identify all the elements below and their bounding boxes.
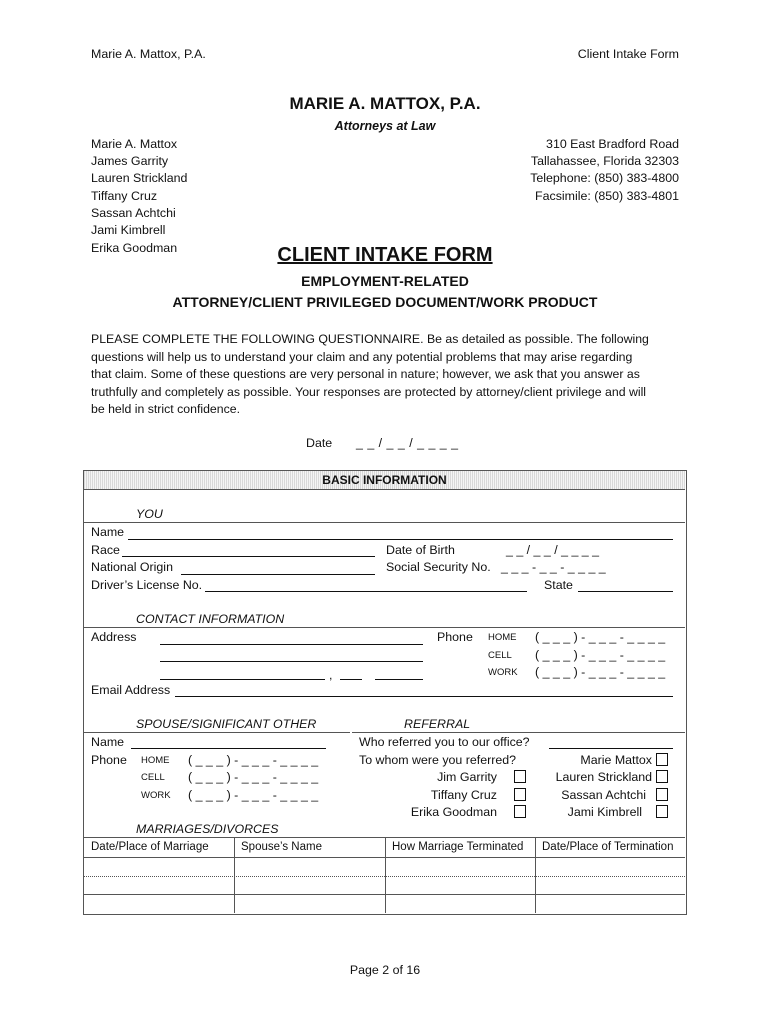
attorney-name: Marie A. Mattox [91,137,178,151]
table-cell[interactable] [387,858,534,875]
work-label: WORK [488,667,518,678]
checkbox-sassan-achtchi[interactable] [656,788,668,801]
checkbox-tiffany-cruz[interactable] [514,788,526,801]
table-cell[interactable] [85,895,233,912]
attorney-name: Jami Kimbrell [91,223,166,237]
spouse-work-phone-input[interactable]: ( _ _ _ ) - _ _ _ - _ _ _ _ [188,788,319,802]
state-input[interactable] [578,591,673,592]
referral-option-jami-kimbrell: Jami Kimbrell [567,805,642,819]
national-origin-input[interactable] [181,574,375,575]
intro-line: that claim. Some of these questions are very personal in nature; however, we ask that you answer as [91,367,640,381]
spouse-cell-phone-input[interactable]: ( _ _ _ ) - _ _ _ - _ _ _ _ [188,770,319,784]
spouse-name-input[interactable] [131,748,326,749]
referral-option-jim-garrity: Jim Garrity [437,770,497,784]
divider [84,627,685,628]
cell-phone-input[interactable]: ( _ _ _ ) - _ _ _ - _ _ _ _ [535,648,666,662]
table-cell[interactable] [387,895,534,912]
work-phone-input[interactable]: ( _ _ _ ) - _ _ _ - _ _ _ _ [535,665,666,679]
intro-line: PLEASE COMPLETE THE FOLLOWING QUESTIONNAIRE. Be as detailed as possible. The following [91,332,649,346]
table-cell[interactable] [537,877,684,893]
table-cell[interactable] [236,877,384,893]
page-number: Page 2 of 16 [349,963,421,977]
attorney-name: Lauren Strickland [91,171,188,185]
date-label: Date [306,436,333,450]
intro-line: be held in strict confidence. [91,402,241,416]
marriages-heading: MARRIAGES/DIVORCES [136,822,279,836]
column-header: Spouse’s Name [241,841,322,853]
divider [84,522,685,523]
address-label: Address [91,630,137,644]
state-input[interactable] [340,679,362,680]
national-origin-label: National Origin [91,560,173,574]
contact-heading: CONTACT INFORMATION [136,612,285,626]
spouse-home-phone-input[interactable]: ( _ _ _ ) - _ _ _ - _ _ _ _ [188,753,319,767]
race-input[interactable] [122,556,375,557]
ssn-label: Social Security No. [386,560,491,574]
checkbox-lauren-strickland[interactable] [656,770,668,783]
ssn-input[interactable]: _ _ _ - _ _ - _ _ _ _ [501,560,606,574]
license-input[interactable] [205,591,527,592]
address-line: Tallahassee, Florida 32303 [530,154,679,168]
comma: , [329,668,333,682]
telephone: Telephone: (850) 383-4800 [530,171,679,185]
header-form-name: Client Intake Form [577,47,679,61]
name-label: Name [91,525,125,539]
dob-input[interactable]: _ _ / _ _ / _ _ _ _ [506,543,599,557]
column-header: Date/Place of Marriage [91,841,209,853]
table-cell[interactable] [387,877,534,893]
email-label: Email Address [91,683,171,697]
address-line-2-input[interactable] [160,661,423,662]
attorney-name: Erika Goodman [91,241,178,255]
state-label: State [544,578,573,592]
cell-label: CELL [488,650,512,661]
spouse-heading: SPOUSE/SIGNIFICANT OTHER [136,717,317,731]
basic-info-heading: BASIC INFORMATION [84,471,685,490]
table-cell[interactable] [236,895,384,912]
firm-name: MARIE A. MATTOX, P.A. [289,94,481,113]
column-header: How Marriage Terminated [392,841,524,853]
divider [84,732,350,733]
checkbox-jami-kimbrell[interactable] [656,805,668,818]
address-line: 310 East Bradford Road [546,137,679,151]
attorney-name: Sassan Achtchi [91,206,176,220]
address-line-1-input[interactable] [160,644,423,645]
table-cell[interactable] [85,877,233,893]
referral-option-lauren-strickland: Lauren Strickland [555,770,652,784]
you-heading: YOU [136,507,163,521]
form-subtitle-privilege: ATTORNEY/CLIENT PRIVILEGED DOCUMENT/WORK PRODUCT [172,294,598,310]
intro-line: truthfully and completely as possible. Your responses are protected by attorney/client privilege and will [91,384,647,399]
referral-option-erika-goodman: Erika Goodman [410,805,497,819]
checkbox-marie-mattox[interactable] [656,753,668,766]
race-label: Race [91,543,120,557]
name-input[interactable] [128,539,673,540]
divider [352,732,685,733]
referral-option-tiffany-cruz: Tiffany Cruz [430,788,497,802]
referral-whom-label: To whom were you referred? [359,753,517,767]
attorney-name: Tiffany Cruz [91,189,158,203]
header-firm-name: Marie A. Mattox, P.A. [91,47,206,61]
date-field[interactable]: _ _ / _ _ / _ _ _ _ [356,436,459,450]
spouse-work-label: WORK [141,790,171,801]
referral-heading: REFERRAL [404,717,471,731]
zip-input[interactable] [375,679,423,680]
attorney-name: James Garrity [91,154,169,168]
referral-who-input[interactable] [549,748,673,749]
referral-option-sassan-achtchi: Sassan Achtchi [561,788,646,802]
intro-line: questions will help us to understand your claim and any potential problems that may arise regarding [91,349,633,364]
spouse-phone-label: Phone [91,753,127,767]
email-input[interactable] [175,696,673,697]
facsimile: Facsimile: (850) 383-4801 [535,189,679,203]
referral-who-label: Who referred you to our office? [359,735,530,749]
city-input[interactable] [160,679,325,680]
dob-label: Date of Birth [386,543,455,557]
form-subtitle-category: EMPLOYMENT-RELATED [301,273,469,289]
spouse-name-label: Name [91,735,125,749]
table-cell[interactable] [85,858,233,875]
form-title: CLIENT INTAKE FORM [277,244,493,266]
column-header: Date/Place of Termination [542,841,674,853]
table-cell[interactable] [236,858,384,875]
home-phone-input[interactable]: ( _ _ _ ) - _ _ _ - _ _ _ _ [535,630,666,644]
license-label: Driver’s License No. [91,578,203,592]
table-cell[interactable] [537,895,684,912]
checkbox-jim-garrity[interactable] [514,770,526,783]
home-label: HOME [488,632,517,643]
firm-subtitle: Attorneys at Law [334,119,436,133]
table-cell[interactable] [537,858,684,875]
phone-label: Phone [437,630,473,644]
spouse-home-label: HOME [141,755,170,766]
checkbox-erika-goodman[interactable] [514,805,526,818]
spouse-cell-label: CELL [141,772,165,783]
intro-paragraph [91,331,679,419]
referral-option-marie-mattox: Marie Mattox [580,753,652,767]
